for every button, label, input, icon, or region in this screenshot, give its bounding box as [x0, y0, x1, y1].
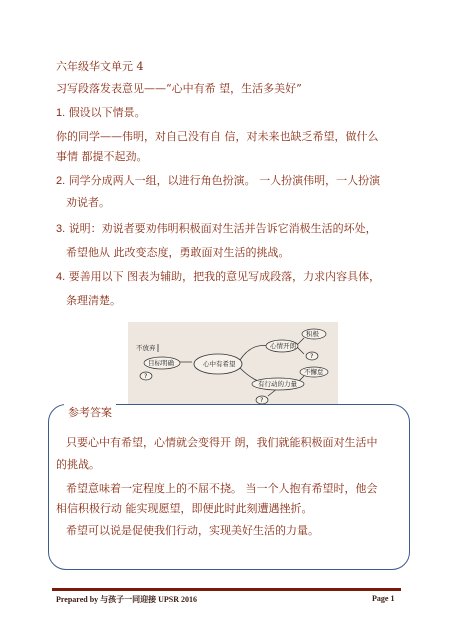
- item-1-line-3: 事情 都提不起劲。: [56, 150, 148, 163]
- item-text: 同学分成两人一组，以进行角色扮演。 一人扮演伟明，一人扮演: [68, 174, 381, 187]
- item-4-line-2: 条理清楚。: [66, 294, 121, 307]
- item-text: 假设以下情景。: [68, 106, 146, 119]
- answer-paragraph-2-line-2: 相信积极行动 能实现愿望，即便此时此刻遭遇挫折。: [56, 502, 313, 515]
- item-3: [56, 220, 377, 236]
- item-4: [56, 268, 380, 284]
- mindmap-node: 有行动的力量: [258, 380, 297, 388]
- item-3-line-2: 希望他从 此改变态度，勇敢面对生活的挑战。: [66, 246, 290, 259]
- item-1: [56, 104, 146, 120]
- page-number: Page 1: [372, 594, 395, 603]
- mindmap-center: 心中有希望: [203, 360, 236, 368]
- mindmap-node: 积极: [306, 330, 319, 338]
- answer-title: 参考答案: [64, 404, 116, 420]
- item-text: 说明：劝说者要劝伟明积极面对生活并告诉它消极生活的坏处，: [68, 222, 377, 235]
- mindmap-node: ?: [144, 372, 148, 380]
- mindmap-node: 不懈怠: [304, 368, 324, 376]
- item-2: [56, 172, 380, 188]
- item-1-line-2: 你的同学——伟明，对自己没有自 信，对未来也缺乏希望，做什么: [56, 130, 379, 143]
- item-number: 4.: [56, 271, 66, 283]
- answer-paragraph-1: 只要心中有希望，心情就会变得开 朗，我们就能积极面对生活中: [66, 436, 378, 449]
- mindmap-node: ?: [260, 396, 264, 404]
- item-text: 要善用以下 图表为辅助，把我的意见写成段落，力求内容具体，: [68, 270, 381, 283]
- footer-credit: Prepared by 与孩子一同迎接 UPSR 2016: [56, 595, 198, 604]
- mindmap-node: 目标明确: [148, 359, 174, 367]
- page-title: 六年级华文单元 4: [56, 60, 144, 73]
- answer-paragraph-1-line-2: 的挑战。: [56, 458, 100, 471]
- mindmap-node: ?: [310, 352, 314, 360]
- item-2-line-2: 劝说者。: [66, 196, 110, 209]
- page-subtitle: 习写段落发表意见——“心中有希 望，生活多美好”: [56, 82, 302, 95]
- footer-divider: [52, 588, 401, 591]
- mindmap-node: 心情开朗: [270, 342, 296, 350]
- item-number: 3.: [56, 223, 66, 235]
- answer-paragraph-2: 希望意味着一定程度上的不屈不挠。 当一个人抱有希望时，他会: [66, 482, 378, 495]
- answer-paragraph-3: 希望可以说是促使我们行动，实现美好生活的力量。: [66, 524, 319, 537]
- item-number: 2.: [56, 175, 66, 187]
- mindmap-node: 不放弃: [136, 344, 156, 352]
- mind-map: [128, 322, 338, 414]
- item-number: 1.: [56, 107, 66, 119]
